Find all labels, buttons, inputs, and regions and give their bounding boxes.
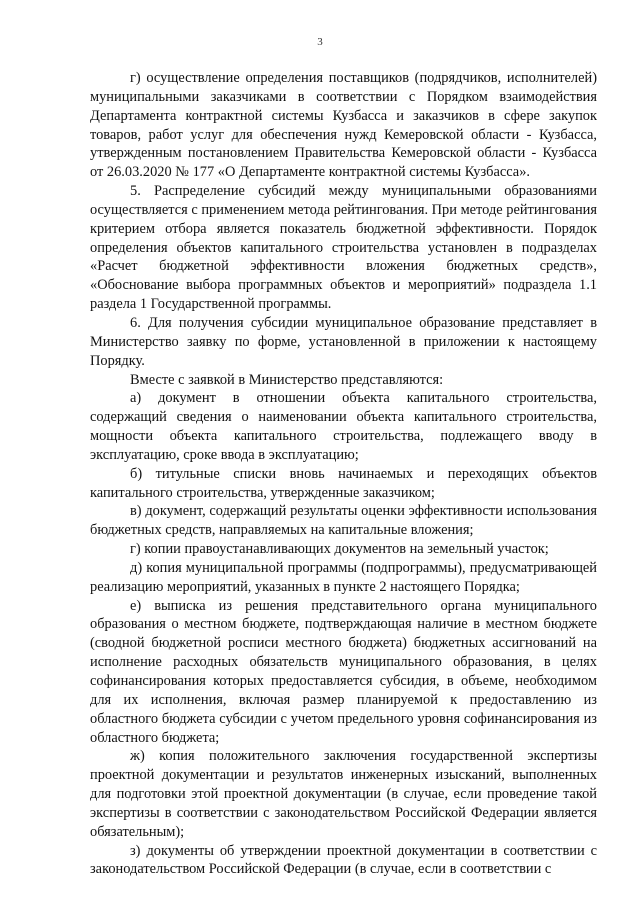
paragraph-list-intro: Вместе с заявкой в Министерство представляются: [130, 371, 444, 388]
list-item-v: в) документ, содержащий результаты оценки эффективности использования бюджетных средств, направляемых на капитальные вложения; [90, 503, 597, 539]
page-number: 3 [317, 36, 323, 48]
list-item-a: а) документ в отношении объекта капитального строительства, содержащий сведения о наименовании объекта капитального строительства, мощности объекта капитального строительства, подлежащего вводу в эксплуатацию, сроке ввода в эксплуатацию; [90, 390, 597, 463]
list-item-z: з) документы об утверждении проектной документации в соответствии с законодательством Российской Федерации (в случае, если в соответствии с [90, 842, 597, 878]
list-item-d: д) копия муниципальной программы (подпрограммы), предусматривающей реализацию мероприятий, указанных в пункте 2 настоящего Порядка; [90, 559, 597, 595]
list-item-b: б) титульные списки вновь начинаемых и переходящих объектов капитального строительства, утвержденные заказчиком; [90, 465, 597, 501]
list-item-e: е) выписка из решения представительного органа муниципального образования о местном бюджете, подтверждающая наличие в местном бюджете (сводной бюджетной росписи местного бюджета) бюджетных ассигнований на исполнение расходных обязательств муниципального образования, в целях софинансирования которых предоставляется субсидия, в объеме, необходимом для их исполнения, включая размер планируемой к предоставлению из областного бюджета субсидии с учетом предельного уровня софинансирования из областного бюджета; [90, 597, 597, 746]
list-item-g: г) копии правоустанавливающих документов на земельный участок; [130, 541, 549, 558]
paragraph-5: 5. Распределение субсидий между муниципальными образованиями осуществляется с применением метода рейтингования. При методе рейтингования критерием отбора является показатель бюджетной эффективности. Порядок определения объектов капитального строительства установлен в подразделах «Расчет бюджетной эффективности вложения бюджетных средств», «Обоснование выбора программных объектов и мероприятий» подраздела 1.1 раздела 1 Государственной программы. [90, 183, 597, 313]
document-body [90, 69, 597, 879]
paragraph-item-g: г) осуществление определения поставщиков (подрядчиков, исполнителей) муниципальными заказчиками в соответствии с Порядком взаимодействия Департамента контрактной системы Кузбасса и заказчиков в сфере закупок товаров, работ услуг для обеспечения нужд Кемеровской области - Кузбасса, утвержденным постановлением Правительства Кемеровской области - Кузбасса от 26.03.2020 № 177 «О Департаменте контрактной системы Кузбасса». [90, 70, 597, 181]
list-item-zh: ж) копия положительного заключения государственной экспертизы проектной документации и результатов инженерных изысканий, выполненных для подготовки этой проектной документации (в случае, если проведение такой экспертизы в соответствии с законодательством Российской Федерации является обязательным); [90, 748, 597, 840]
paragraph-6: 6. Для получения субсидии муниципальное образование представляет в Министерство заявку по форме, установленной в приложении к настоящему Порядку. [90, 314, 597, 369]
